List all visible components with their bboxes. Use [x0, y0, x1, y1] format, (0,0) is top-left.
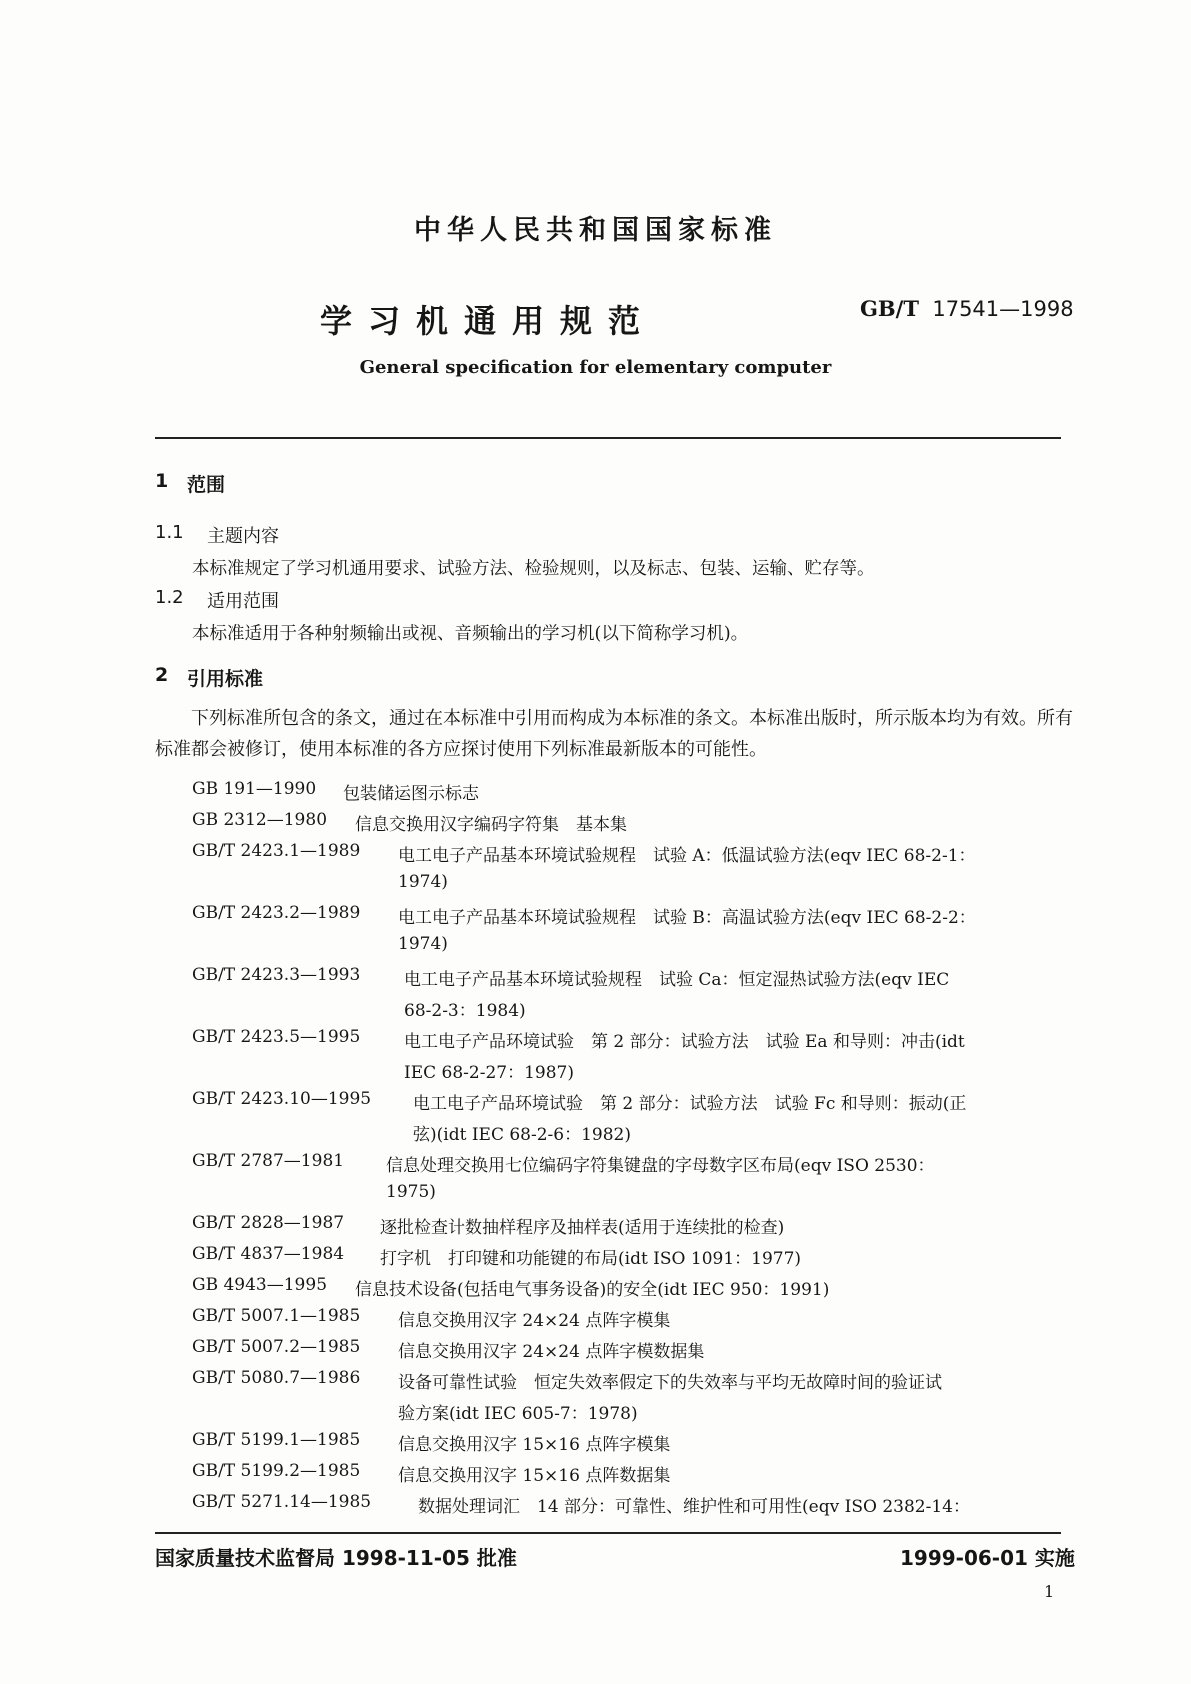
section-1-2-number: 1.2	[155, 587, 184, 608]
ref-title: 设备可靠性试验 恒定失效率假定下的失效率与平均无故障时间的验证试	[398, 1373, 942, 1393]
ref-code: GB/T 2423.5—1995	[192, 1027, 361, 1047]
ref-title: 数据处理词汇 14 部分：可靠性、维护性和可用性(eqv ISO 2382-14：	[418, 1497, 970, 1517]
ref-code: GB/T 2423.10—1995	[192, 1089, 372, 1109]
ref-title: 电工电子产品环境试验 第 2 部分：试验方法 试验 Ea 和导则：冲击(idt	[404, 1032, 965, 1052]
ref-title: 信息处理交换用七位编码字符集键盘的字母数字区布局(eqv ISO 2530：	[386, 1156, 935, 1176]
implementation-date: 1999-06-01 实施	[900, 1546, 1075, 1570]
document-title: 学习机通用规范	[320, 302, 657, 340]
ref-title-continued: 68-2-3：1984)	[404, 1001, 526, 1021]
ref-title: 信息交换用汉字 24×24 点阵字模数据集	[398, 1342, 705, 1362]
ref-code: GB/T 2423.1—1989	[192, 841, 361, 861]
ref-title-continued: IEC 68-2-27：1987)	[404, 1063, 574, 1083]
section-2-title: 引用标准	[187, 668, 264, 690]
section-1-2-text: 本标准适用于各种射频输出或视、音频输出的学习机(以下简称学习机)。	[192, 624, 749, 644]
ref-title: 信息交换用汉字编码字符集 基本集	[355, 815, 627, 835]
ref-code: GB 4943—1995	[192, 1275, 328, 1295]
ref-title: 包装储运图示标志	[343, 784, 479, 804]
ref-title: 逐批检查计数抽样程序及抽样表(适用于连续批的检查)	[380, 1218, 785, 1238]
standard-number	[860, 296, 1074, 321]
ref-code: GB/T 5007.1—1985	[192, 1306, 361, 1326]
ref-code: GB/T 5080.7—1986	[192, 1368, 361, 1388]
section-1-1-text: 本标准规定了学习机通用要求、试验方法、检验规则，以及标志、包装、运输、贮存等。	[192, 559, 875, 579]
section-1-1-number: 1.1	[155, 522, 184, 543]
standard-code: 17541—1998	[932, 297, 1074, 321]
ref-title: 电工电子产品基本环境试验规程 试验 A：低温试验方法(eqv IEC 68-2-1：	[398, 846, 976, 866]
section-2-number: 2	[155, 664, 169, 686]
ref-code: GB/T 2787—1981	[192, 1151, 345, 1171]
ref-title-continued: 1974)	[398, 934, 448, 954]
ref-title: 打字机 打印键和功能键的布局(idt ISO 1091：1977)	[380, 1249, 802, 1269]
ref-code: GB/T 2423.3—1993	[192, 965, 361, 985]
ref-title: 信息交换用汉字 15×16 点阵数据集	[398, 1466, 671, 1486]
section-1-number: 1	[155, 470, 169, 492]
page-number: 1	[1044, 1582, 1055, 1601]
english-title: General specification for elementary computer	[359, 357, 832, 378]
ref-code: GB/T 2423.2—1989	[192, 903, 361, 923]
ref-title-continued: 1975)	[386, 1182, 436, 1202]
header-rule	[155, 437, 1061, 439]
ref-code: GB/T 5199.2—1985	[192, 1461, 361, 1481]
section-2-intro: 下列标准所包含的条文，通过在本标准中引用而构成为本标准的条文。本标准出版时，所示版本均为有效。所有标准都会被修订，使用本标准的各方应探讨使用下列标准最新版本的可能性。	[155, 708, 1073, 760]
section-1-1-title: 主题内容	[207, 526, 279, 547]
ref-title: 信息技术设备(包括电气事务设备)的安全(idt IEC 950：1991)	[355, 1280, 830, 1300]
ref-title: 电工电子产品基本环境试验规程 试验 B：高温试验方法(eqv IEC 68-2-2：	[398, 908, 976, 928]
ref-title-continued: 1974)	[398, 872, 448, 892]
ref-code: GB/T 5007.2—1985	[192, 1337, 361, 1357]
approval-line: 国家质量技术监督局 1998-11-05 批准	[155, 1546, 517, 1570]
section-1-2-title: 适用范围	[207, 591, 279, 612]
ref-title: 信息交换用汉字 24×24 点阵字模集	[398, 1311, 671, 1331]
section-1-title: 范围	[187, 474, 226, 496]
ref-title-continued: 弦)(idt IEC 68-2-6：1982)	[413, 1125, 632, 1145]
ref-title-continued: 验方案(idt IEC 605-7：1978)	[398, 1404, 638, 1424]
footer-rule	[155, 1532, 1061, 1534]
ref-code: GB 2312—1980	[192, 810, 328, 830]
ref-code: GB/T 2828—1987	[192, 1213, 345, 1233]
ref-code: GB/T 5199.1—1985	[192, 1430, 361, 1450]
ref-title: 信息交换用汉字 15×16 点阵字模集	[398, 1435, 671, 1455]
national-standard-heading: 中华人民共和国国家标准	[414, 215, 777, 246]
ref-code: GB 191—1990	[192, 779, 317, 799]
ref-title: 电工电子产品环境试验 第 2 部分：试验方法 试验 Fc 和导则：振动(正	[413, 1094, 967, 1114]
ref-title: 电工电子产品基本环境试验规程 试验 Ca：恒定湿热试验方法(eqv IEC	[404, 970, 950, 990]
standard-prefix: GB/T	[860, 296, 919, 321]
ref-code: GB/T 4837—1984	[192, 1244, 345, 1264]
ref-code: GB/T 5271.14—1985	[192, 1492, 372, 1512]
